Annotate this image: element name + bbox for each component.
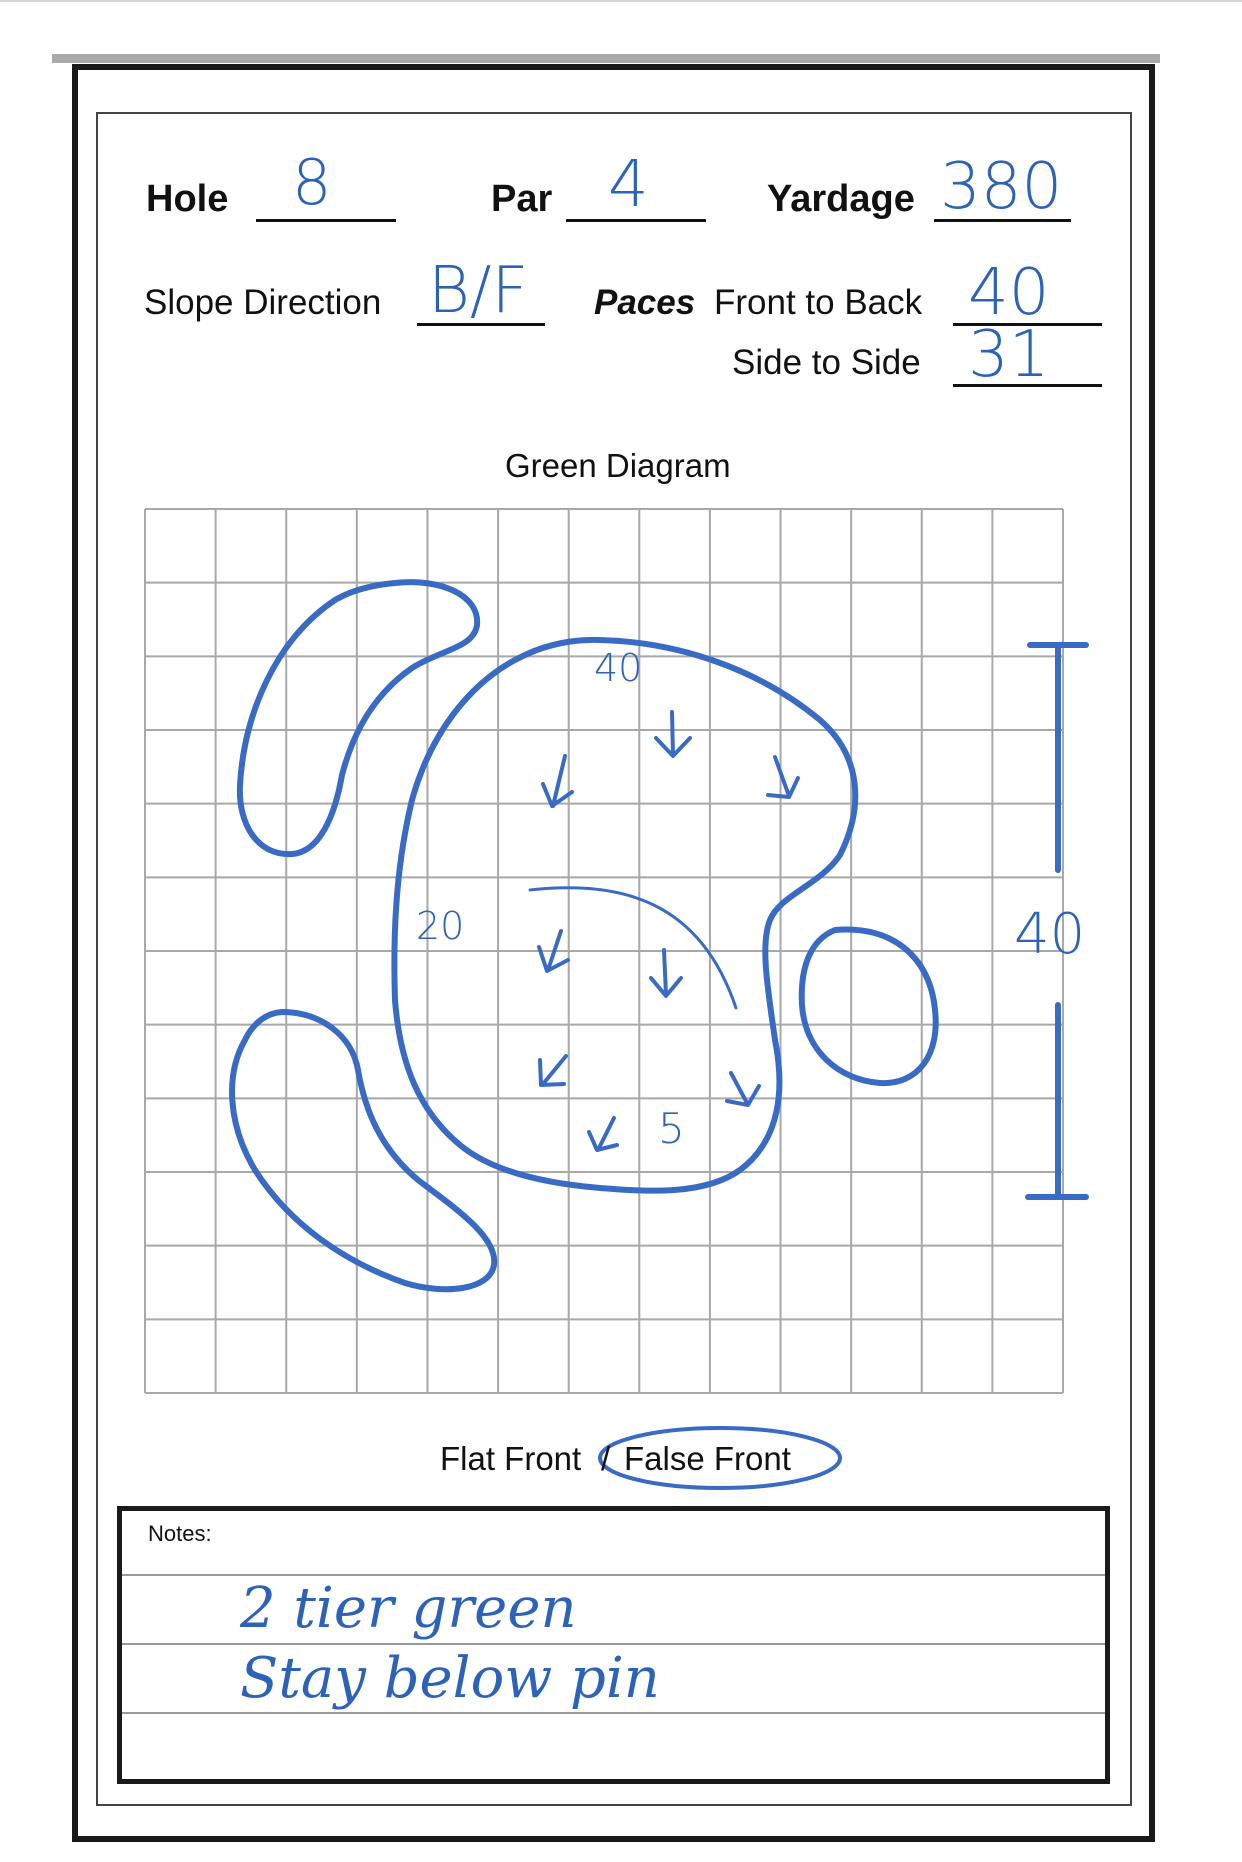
slope-arrow bbox=[651, 950, 681, 996]
slope-arrow bbox=[727, 1073, 759, 1105]
flat-front-label: Flat Front bbox=[440, 1440, 582, 1477]
side-to-side-label: Side to Side bbox=[732, 343, 921, 382]
false-front-label: False Front bbox=[624, 1440, 791, 1477]
par-label: Par bbox=[491, 178, 553, 220]
slope-arrow bbox=[540, 1056, 566, 1085]
slope-arrow bbox=[656, 712, 690, 756]
annotation-length-marker: 40 bbox=[1014, 902, 1086, 967]
par-value: 4 bbox=[608, 148, 649, 222]
slope-arrow bbox=[768, 757, 798, 797]
paces-label: Paces bbox=[594, 283, 696, 322]
front-to-back-value: 40 bbox=[968, 256, 1050, 330]
bunker-bottom-left bbox=[232, 1012, 494, 1289]
slope-direction-value: B/F bbox=[428, 254, 529, 328]
green-and-bunkers bbox=[232, 582, 1086, 1289]
notes-box bbox=[117, 1506, 1110, 1784]
hole-value: 8 bbox=[292, 146, 332, 219]
yardage-value: 380 bbox=[940, 150, 1063, 224]
notes-line-2: Stay below pin bbox=[240, 1646, 660, 1711]
bunker-right bbox=[802, 929, 936, 1083]
annotation-top-depth: 40 bbox=[594, 646, 643, 690]
slope-arrow bbox=[543, 756, 572, 806]
notes-ruled-line bbox=[122, 1643, 1105, 1645]
annotation-front-depth: 5 bbox=[658, 1104, 685, 1153]
front-to-back-label: Front to Back bbox=[714, 283, 923, 322]
annotation-middle-depth: 20 bbox=[416, 904, 465, 948]
notes-line-1: 2 tier green bbox=[240, 1576, 577, 1641]
green-diagram-title: Green Diagram bbox=[505, 447, 731, 484]
notes-label: Notes: bbox=[148, 1521, 212, 1546]
bunker-top-left bbox=[240, 582, 477, 854]
slope-direction-label: Slope Direction bbox=[144, 283, 382, 322]
yardage-label: Yardage bbox=[767, 178, 915, 220]
tier-line bbox=[530, 888, 736, 1008]
hole-label: Hole bbox=[146, 178, 229, 220]
front-type-separator: / bbox=[601, 1440, 611, 1477]
side-to-side-value: 31 bbox=[968, 318, 1050, 392]
slope-arrows bbox=[539, 712, 798, 1150]
notes-ruled-line bbox=[122, 1712, 1105, 1714]
slope-arrow bbox=[589, 1118, 617, 1150]
